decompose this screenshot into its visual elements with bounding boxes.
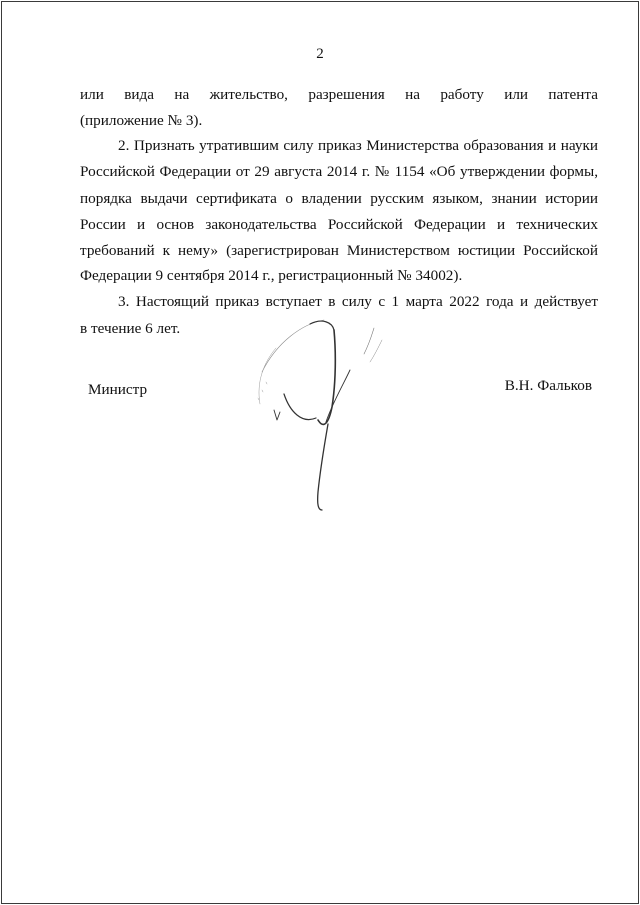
paragraph-2-line-1: 2. Признать утратившим силу приказ Министерства образования и науки bbox=[118, 137, 598, 154]
word: на bbox=[405, 86, 420, 103]
word: или bbox=[80, 86, 104, 103]
paragraph-3-line-1: 3. Настоящий приказ вступает в силу с 1 марта 2022 года и действует bbox=[118, 293, 598, 310]
handwritten-signature bbox=[232, 312, 392, 522]
paragraph-2-line-6: Федерации 9 сентября 2014 г., регистрационный № 34002). bbox=[80, 267, 463, 284]
page-number: 2 bbox=[316, 46, 324, 62]
paragraph-1-line-1 bbox=[80, 86, 598, 104]
word: вида bbox=[124, 86, 154, 103]
word: работу bbox=[440, 86, 484, 103]
word: на bbox=[174, 86, 190, 103]
position-title: Министр bbox=[88, 381, 148, 398]
signatory-name: В.Н. Фальков bbox=[504, 377, 592, 394]
paragraph-2-line-5: требований к нему» (зарегистрирован Министерством юстиции Российской bbox=[80, 242, 598, 259]
word: патента bbox=[548, 86, 598, 103]
word: жительство, bbox=[209, 86, 288, 103]
word: или bbox=[504, 86, 529, 103]
paragraph-2-line-3: порядка выдачи сертификата о владении русским языком, знании истории bbox=[80, 190, 598, 207]
paragraph-1-line-2: (приложение № 3). bbox=[80, 112, 203, 129]
paragraph-2-line-4: России и основ законодательства Российской Федерации и технических bbox=[80, 216, 598, 233]
word: разрешения bbox=[308, 86, 385, 103]
paragraph-2-line-2: Российской Федерации от 29 августа 2014 г. № 1154 «Об утверждении формы, bbox=[80, 163, 598, 180]
paragraph-3-line-2: в течение 6 лет. bbox=[80, 320, 181, 337]
